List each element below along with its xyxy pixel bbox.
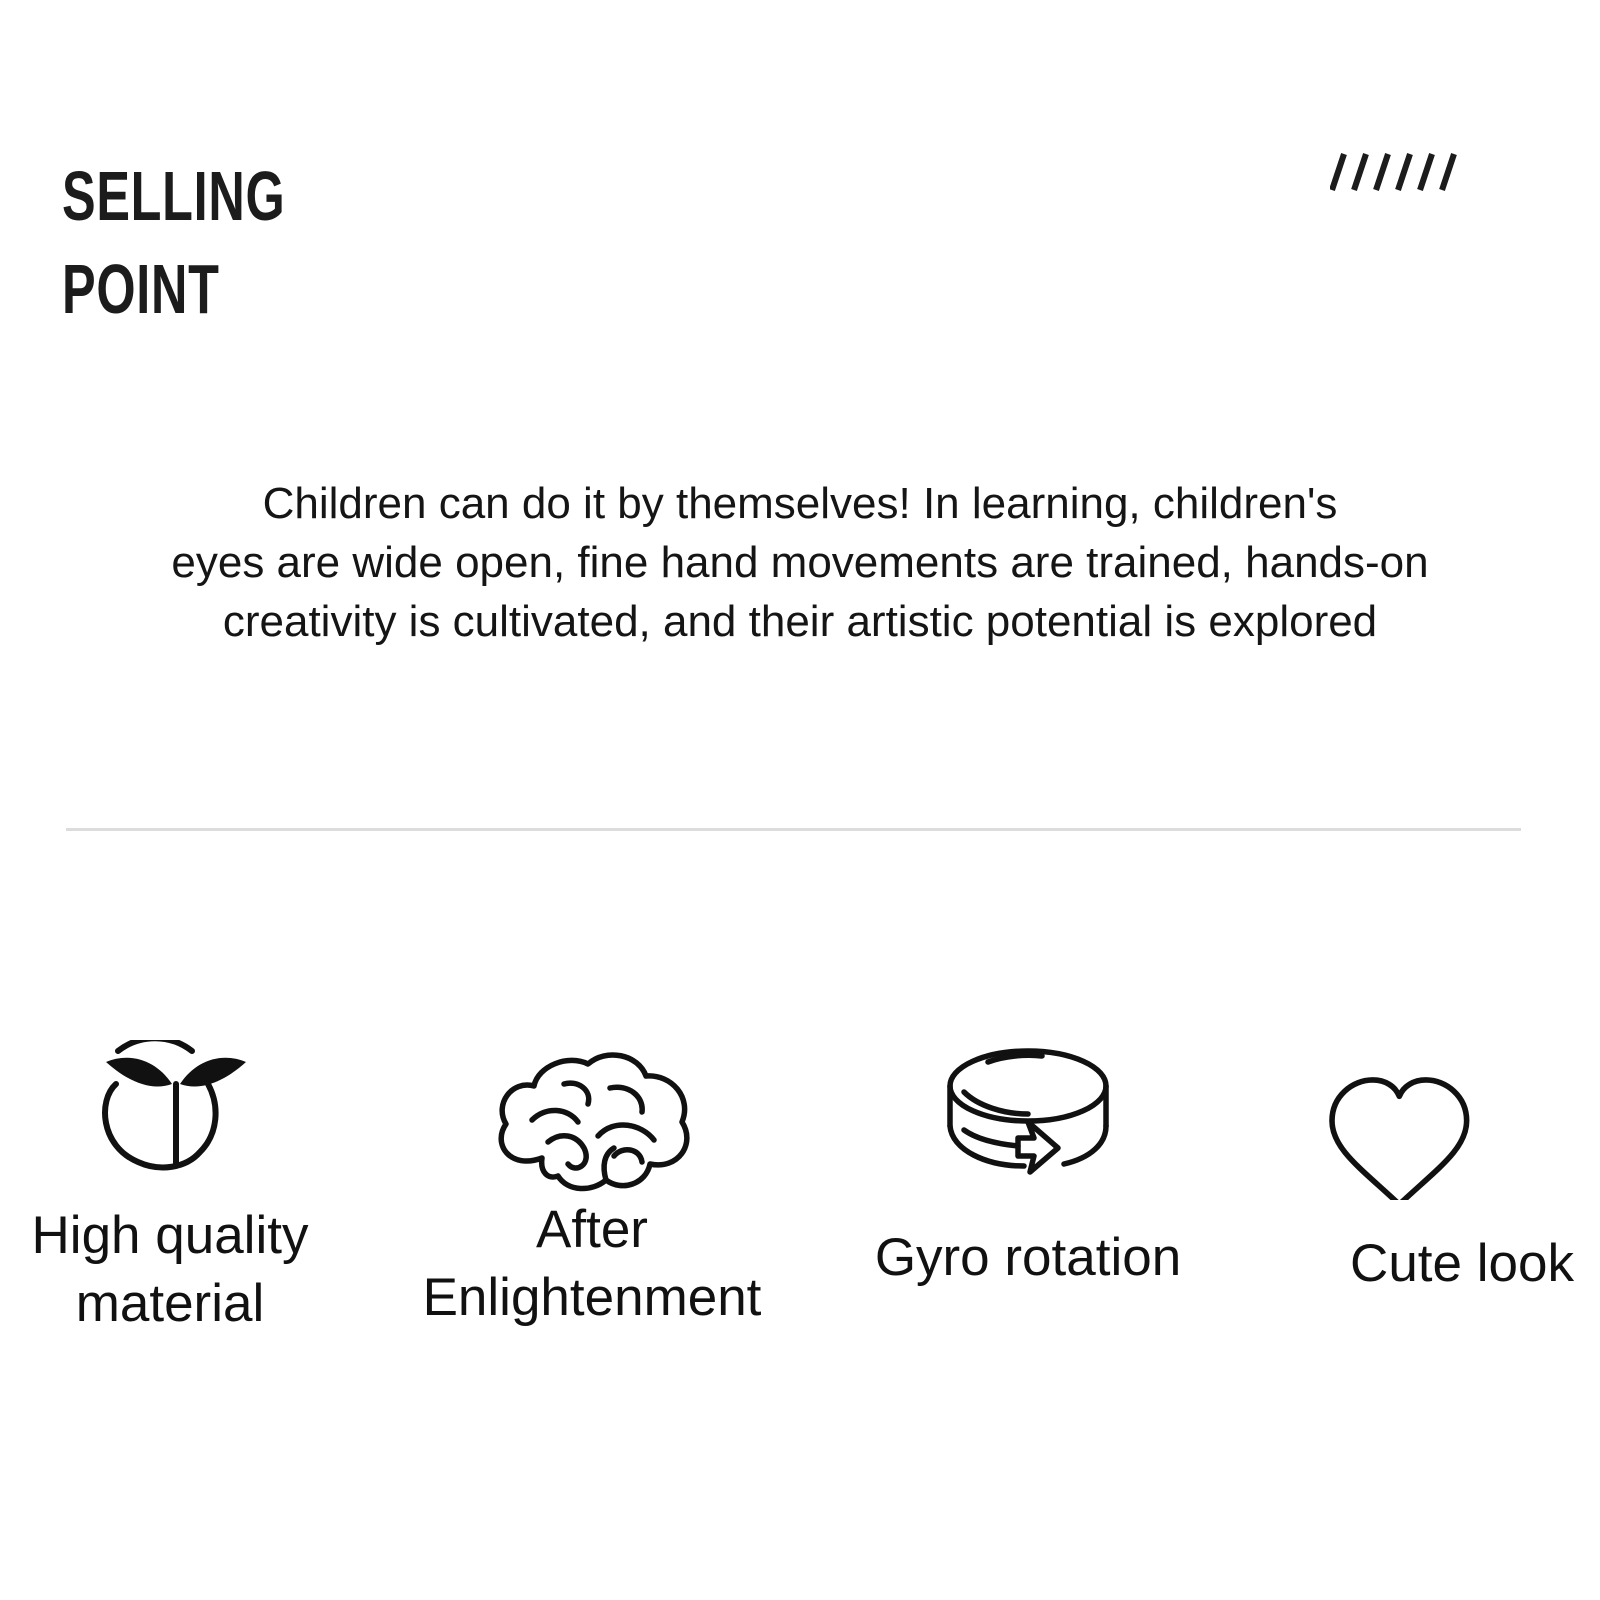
feature-label	[0, 1202, 370, 1338]
feature-label-line-1: After	[536, 1200, 648, 1259]
intro-line-3: creativity is cultivated, and their artistic potential is explored	[222, 597, 1378, 646]
page-title	[62, 150, 285, 336]
slashes-decoration	[1330, 152, 1480, 200]
intro-line-1: Children can do it by themselves! In learning, children's	[262, 479, 1338, 528]
feature-gyro-rotation	[828, 1040, 1228, 1400]
feature-after-enlightenment	[392, 1040, 792, 1400]
feature-label-line-1: High quality	[31, 1206, 309, 1265]
feature-label-line-1: Gyro rotation	[874, 1228, 1182, 1287]
brain-icon	[392, 1040, 792, 1200]
feature-label	[392, 1196, 792, 1332]
feature-label-line-2: Enlightenment	[422, 1268, 762, 1327]
feature-label	[828, 1224, 1228, 1292]
feature-label	[1262, 1230, 1600, 1298]
feature-cute-look	[1262, 1040, 1600, 1400]
feature-high-quality-material	[0, 1040, 370, 1400]
sprout-icon	[0, 1040, 370, 1200]
intro-text	[100, 474, 1500, 651]
title-line-point: POINT	[62, 250, 220, 328]
feature-label-line-1: Cute look	[1350, 1234, 1574, 1293]
intro-line-2: eyes are wide open, fine hand movements are trained, hands-on	[171, 538, 1429, 587]
feature-label-line-2: material	[75, 1274, 265, 1333]
title-line-selling: SELLING	[62, 157, 286, 235]
gyro-rotation-icon	[828, 1040, 1228, 1200]
section-divider	[66, 828, 1521, 831]
heart-icon	[1262, 1040, 1600, 1200]
